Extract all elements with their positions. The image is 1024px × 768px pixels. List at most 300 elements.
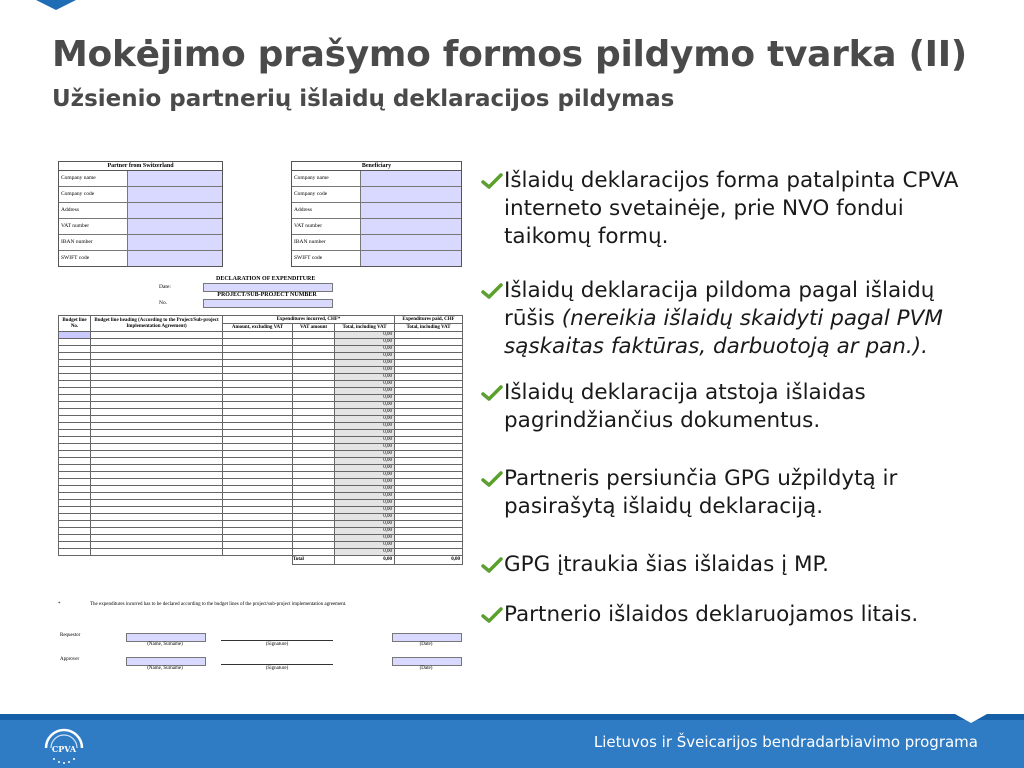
- table-cell: [91, 472, 223, 479]
- row-total-cell: 0,00: [335, 381, 395, 388]
- table-cell: [91, 346, 223, 353]
- table-cell: [293, 542, 335, 549]
- bullet-text: [504, 465, 974, 521]
- table-cell: [293, 486, 335, 493]
- table-cell: [223, 507, 293, 514]
- table-cell: [59, 542, 91, 549]
- approver-row: [58, 657, 462, 677]
- partner-box-title: Partner from Switzerland: [59, 162, 222, 171]
- bullet-item: [480, 379, 1000, 435]
- beneficiary-field-row: [292, 187, 461, 203]
- table-cell: [293, 500, 335, 507]
- table-row: [59, 507, 463, 514]
- table-cell: [395, 416, 463, 423]
- table-cell: [223, 472, 293, 479]
- row-total-cell: 0,00: [335, 549, 395, 556]
- table-cell: [59, 360, 91, 367]
- table-cell: [59, 521, 91, 528]
- table-cell: [91, 521, 223, 528]
- requestor-row: [58, 633, 462, 653]
- table-cell: [395, 409, 463, 416]
- table-cell: [223, 444, 293, 451]
- table-cell: [91, 360, 223, 367]
- declaration-form-image: [58, 161, 462, 681]
- table-row: [59, 465, 463, 472]
- table-row: [59, 388, 463, 395]
- beneficiary-field-input: [361, 235, 461, 250]
- table-cell: [293, 514, 335, 521]
- table-cell: [223, 549, 293, 556]
- table-cell: [223, 451, 293, 458]
- table-cell: [91, 409, 223, 416]
- table-cell: [59, 493, 91, 500]
- partner-field-label: IBAN number: [59, 235, 128, 250]
- table-cell: [223, 332, 293, 339]
- partner-field-label: VAT number: [59, 219, 128, 234]
- partner-field-input: [128, 251, 222, 266]
- table-cell: [91, 451, 223, 458]
- checkmark-icon: [480, 173, 504, 189]
- table-cell: [223, 493, 293, 500]
- row-total-cell: 0,00: [335, 332, 395, 339]
- table-row: [59, 437, 463, 444]
- table-cell: [395, 437, 463, 444]
- table-row: [59, 493, 463, 500]
- beneficiary-fields: [292, 171, 461, 266]
- table-row: [59, 416, 463, 423]
- table-cell: [293, 339, 335, 346]
- table-cell: [293, 395, 335, 402]
- table-cell: [223, 465, 293, 472]
- bullet-item: [480, 601, 1000, 629]
- bullet-text-regular: Išlaidų deklaracija atstoja išlaidas pagrindžiančius dokumentus.: [504, 380, 866, 433]
- table-cell: [293, 507, 335, 514]
- partner-field-label: Company code: [59, 187, 128, 202]
- table-cell: [223, 339, 293, 346]
- table-row: [59, 542, 463, 549]
- table-cell: [59, 416, 91, 423]
- table-row: [59, 479, 463, 486]
- table-cell: [91, 507, 223, 514]
- table-cell: [395, 332, 463, 339]
- table-row: [59, 451, 463, 458]
- table-cell: [223, 381, 293, 388]
- table-cell: [59, 374, 91, 381]
- beneficiary-field-label: Company name: [292, 171, 361, 186]
- footer-notch: [955, 714, 987, 723]
- table-row: [59, 486, 463, 493]
- approver-date-field: [392, 657, 462, 666]
- table-cell: [223, 458, 293, 465]
- row-total-cell: 0,00: [335, 521, 395, 528]
- table-cell: [293, 493, 335, 500]
- expenditure-rows: [59, 332, 463, 556]
- row-total-cell: 0,00: [335, 423, 395, 430]
- bullet-text-regular: Išlaidų deklaracija pildoma pagal išlaidų rūšis: [504, 278, 935, 331]
- col-total-paid: Total, including VAT: [395, 324, 463, 332]
- table-cell: [395, 360, 463, 367]
- table-row: [59, 381, 463, 388]
- footnote-text: The expenditures incurred has to be declared according to the budget lines of the project/sub-project implementation agreement.: [90, 602, 347, 607]
- table-cell: [395, 388, 463, 395]
- table-cell: [223, 430, 293, 437]
- row-total-cell: 0,00: [335, 367, 395, 374]
- table-row: [59, 458, 463, 465]
- table-cell: [293, 451, 335, 458]
- approver-date-caption: (Date): [419, 666, 433, 671]
- table-cell: [59, 423, 91, 430]
- table-row: [59, 472, 463, 479]
- table-cell: [293, 374, 335, 381]
- table-cell: [91, 388, 223, 395]
- table-row: [59, 332, 463, 339]
- approver-signature-line: [221, 664, 333, 665]
- requestor-name-field: [126, 633, 206, 642]
- table-cell: [91, 486, 223, 493]
- table-cell: [59, 451, 91, 458]
- beneficiary-field-row: [292, 235, 461, 251]
- table-row: [59, 521, 463, 528]
- table-row: [59, 535, 463, 542]
- col-heading: Budget line heading (According to the Project/Sub-project Implementation Agreement): [91, 316, 223, 332]
- beneficiary-field-input: [361, 171, 461, 186]
- partner-field-input: [128, 235, 222, 250]
- row-total-cell: 0,00: [335, 374, 395, 381]
- row-total-cell: 0,00: [335, 437, 395, 444]
- bullet-item: [480, 277, 1000, 361]
- table-cell: [395, 486, 463, 493]
- table-cell: [59, 535, 91, 542]
- total-paid-value: 0,00: [395, 556, 463, 565]
- partner-field-row: [59, 251, 222, 266]
- row-total-cell: 0,00: [335, 402, 395, 409]
- col-total: Total, including VAT: [335, 324, 395, 332]
- table-cell: [59, 507, 91, 514]
- requestor-name-caption: (Name, Surname): [147, 642, 183, 647]
- beneficiary-field-input: [361, 219, 461, 234]
- table-cell: [293, 332, 335, 339]
- beneficiary-field-input: [361, 203, 461, 218]
- table-cell: [293, 423, 335, 430]
- table-cell: [395, 507, 463, 514]
- top-tab-marker: [36, 0, 76, 10]
- table-cell: [59, 500, 91, 507]
- row-total-cell: 0,00: [335, 472, 395, 479]
- bullet-text-regular: Partnerio išlaidos deklaruojamos litais.: [504, 602, 919, 627]
- table-cell: [59, 353, 91, 360]
- table-cell: [395, 479, 463, 486]
- table-cell: [395, 528, 463, 535]
- table-cell: [59, 409, 91, 416]
- table-cell: [293, 465, 335, 472]
- table-cell: [293, 472, 335, 479]
- row-total-cell: 0,00: [335, 339, 395, 346]
- col-expenditures-paid: Expenditures paid, CHF: [395, 316, 463, 324]
- table-row: [59, 339, 463, 346]
- table-cell: [91, 353, 223, 360]
- table-cell: [293, 521, 335, 528]
- row-total-cell: 0,00: [335, 479, 395, 486]
- date-field: [203, 283, 333, 292]
- table-cell: [293, 346, 335, 353]
- table-cell: [59, 332, 91, 339]
- table-cell: [59, 444, 91, 451]
- col-amount: Amount, excluding VAT: [223, 324, 293, 332]
- row-total-cell: 0,00: [335, 395, 395, 402]
- row-total-cell: 0,00: [335, 465, 395, 472]
- table-cell: [91, 465, 223, 472]
- table-cell: [395, 339, 463, 346]
- table-cell: [395, 451, 463, 458]
- partner-field-label: SWIFT code: [59, 251, 128, 266]
- table-cell: [293, 416, 335, 423]
- table-cell: [91, 332, 223, 339]
- table-cell: [91, 458, 223, 465]
- footer-program-name: Lietuvos ir Šveicarijos bendradarbiavimo programa: [593, 733, 978, 751]
- bullet-text: [504, 551, 974, 579]
- table-row: [59, 353, 463, 360]
- project-number-label: PROJECT/SUB-PROJECT NUMBER: [217, 292, 317, 298]
- table-cell: [293, 381, 335, 388]
- table-cell: [91, 549, 223, 556]
- table-cell: [91, 528, 223, 535]
- partner-field-row: [59, 203, 222, 219]
- row-total-cell: 0,00: [335, 493, 395, 500]
- table-cell: [395, 542, 463, 549]
- table-cell: [395, 402, 463, 409]
- table-cell: [223, 521, 293, 528]
- table-cell: [91, 367, 223, 374]
- table-cell: [395, 514, 463, 521]
- row-total-cell: 0,00: [335, 430, 395, 437]
- table-cell: [293, 353, 335, 360]
- partner-field-input: [128, 203, 222, 218]
- beneficiary-box: [291, 161, 462, 267]
- table-row: [59, 444, 463, 451]
- table-cell: [91, 430, 223, 437]
- footer-band: [0, 714, 1024, 720]
- table-cell: [395, 346, 463, 353]
- slide-subtitle: Užsienio partnerių išlaidų deklaracijos pildymas: [52, 86, 675, 112]
- requestor-date-field: [392, 633, 462, 642]
- table-cell: [395, 521, 463, 528]
- table-row: [59, 514, 463, 521]
- table-cell: [223, 542, 293, 549]
- checkmark-icon: [480, 557, 504, 573]
- table-row: [59, 402, 463, 409]
- table-cell: [223, 402, 293, 409]
- table-row: [59, 423, 463, 430]
- table-cell: [293, 528, 335, 535]
- table-row: [59, 528, 463, 535]
- table-cell: [59, 388, 91, 395]
- table-cell: [91, 402, 223, 409]
- bullet-list: [480, 167, 1000, 629]
- requestor-signature-line: [221, 640, 333, 641]
- table-cell: [91, 381, 223, 388]
- table-cell: [395, 353, 463, 360]
- table-cell: [293, 409, 335, 416]
- table-cell: [59, 528, 91, 535]
- requestor-signature-caption: (Signature): [265, 642, 289, 647]
- declaration-title: DECLARATION OF EXPENDITURE: [216, 276, 316, 282]
- table-row: [59, 395, 463, 402]
- table-cell: [91, 514, 223, 521]
- bullet-text: [504, 277, 974, 361]
- table-cell: [59, 395, 91, 402]
- beneficiary-field-row: [292, 171, 461, 187]
- beneficiary-field-label: SWIFT code: [292, 251, 361, 266]
- table-row: [59, 430, 463, 437]
- table-cell: [91, 395, 223, 402]
- bullet-text-italic: (nereikia išlaidų skaidyti pagal PVM sąskaitas faktūras, darbuotoją ar pan.).: [504, 306, 943, 359]
- checkmark-icon: [480, 283, 504, 299]
- table-cell: [59, 367, 91, 374]
- cpva-logo-icon: [42, 728, 86, 766]
- partner-field-label: Company name: [59, 171, 128, 186]
- partner-field-row: [59, 187, 222, 203]
- table-cell: [395, 395, 463, 402]
- beneficiary-field-row: [292, 219, 461, 235]
- table-cell: [293, 549, 335, 556]
- table-cell: [293, 479, 335, 486]
- beneficiary-field-input: [361, 251, 461, 266]
- beneficiary-field-row: [292, 203, 461, 219]
- table-cell: [293, 444, 335, 451]
- table-cell: [59, 472, 91, 479]
- table-cell: [91, 423, 223, 430]
- table-cell: [59, 479, 91, 486]
- row-total-cell: 0,00: [335, 514, 395, 521]
- table-cell: [293, 360, 335, 367]
- table-cell: [395, 367, 463, 374]
- table-cell: [91, 479, 223, 486]
- table-cell: [223, 423, 293, 430]
- table-cell: [223, 388, 293, 395]
- table-cell: [223, 346, 293, 353]
- bullet-text-regular: Partneris persiunčia GPG užpildytą ir pasirašytą išlaidų deklaraciją.: [504, 466, 898, 519]
- beneficiary-field-label: Address: [292, 203, 361, 218]
- table-cell: [223, 479, 293, 486]
- row-total-cell: 0,00: [335, 458, 395, 465]
- requestor-label: Requestor: [60, 633, 81, 638]
- col-expenditures-incurred: Expenditures incurred, CHF*: [223, 316, 395, 324]
- beneficiary-field-label: VAT number: [292, 219, 361, 234]
- table-cell: [293, 535, 335, 542]
- table-cell: [395, 381, 463, 388]
- approver-label: Approver: [60, 657, 80, 662]
- table-cell: [223, 500, 293, 507]
- row-total-cell: 0,00: [335, 416, 395, 423]
- date-label: Date:: [159, 284, 171, 290]
- table-cell: [395, 374, 463, 381]
- requestor-date-caption: (Date): [419, 642, 433, 647]
- partner-field-row: [59, 219, 222, 235]
- table-cell: [293, 388, 335, 395]
- row-total-cell: 0,00: [335, 486, 395, 493]
- table-cell: [91, 437, 223, 444]
- bullet-item: [480, 551, 1000, 579]
- table-cell: [293, 367, 335, 374]
- checkmark-icon: [480, 471, 504, 487]
- table-cell: [293, 437, 335, 444]
- total-value: 0,00: [335, 556, 395, 565]
- row-total-cell: 0,00: [335, 444, 395, 451]
- no-field: [203, 299, 333, 308]
- table-cell: [59, 381, 91, 388]
- table-cell: [223, 360, 293, 367]
- table-cell: [223, 409, 293, 416]
- bullet-item: [480, 465, 1000, 521]
- row-total-cell: 0,00: [335, 507, 395, 514]
- table-cell: [91, 416, 223, 423]
- table-cell: [395, 549, 463, 556]
- checkmark-icon: [480, 385, 504, 401]
- partner-field-input: [128, 187, 222, 202]
- bullet-text-regular: Išlaidų deklaracijos forma patalpinta CPVA interneto svetainėje, prie NVO fondui taikomų formų.: [504, 168, 959, 249]
- approver-signature-caption: (Signature): [265, 666, 289, 671]
- row-total-cell: 0,00: [335, 346, 395, 353]
- row-total-cell: 0,00: [335, 360, 395, 367]
- table-cell: [293, 458, 335, 465]
- approver-name-caption: (Name, Surname): [147, 666, 183, 671]
- beneficiary-field-label: IBAN number: [292, 235, 361, 250]
- table-cell: [59, 486, 91, 493]
- table-cell: [223, 416, 293, 423]
- beneficiary-box-title: Beneficiary: [292, 162, 461, 171]
- approver-name-field: [126, 657, 206, 666]
- table-row: [59, 549, 463, 556]
- partner-field-row: [59, 235, 222, 251]
- row-total-cell: 0,00: [335, 542, 395, 549]
- table-cell: [395, 423, 463, 430]
- table-cell: [395, 430, 463, 437]
- table-cell: [59, 346, 91, 353]
- table-cell: [59, 402, 91, 409]
- table-cell: [59, 514, 91, 521]
- bullet-text-regular: GPG įtraukia šias išlaidas į MP.: [504, 552, 829, 577]
- table-cell: [395, 465, 463, 472]
- table-cell: [91, 535, 223, 542]
- footnote: [58, 602, 346, 607]
- table-cell: [293, 402, 335, 409]
- partner-field-input: [128, 219, 222, 234]
- total-label: Total: [293, 556, 335, 565]
- table-cell: [395, 493, 463, 500]
- table-cell: [395, 472, 463, 479]
- table-row: [59, 367, 463, 374]
- table-cell: [59, 458, 91, 465]
- table-cell: [395, 500, 463, 507]
- bullet-text: [504, 167, 974, 251]
- table-cell: [59, 339, 91, 346]
- partner-box: [58, 161, 223, 267]
- table-cell: [223, 437, 293, 444]
- table-cell: [223, 395, 293, 402]
- col-budget-line: Budget line No.: [59, 316, 91, 332]
- slide-title: Mokėjimo prašymo formos pildymo tvarka (II): [52, 34, 967, 75]
- table-cell: [223, 514, 293, 521]
- expenditure-table: [58, 315, 463, 565]
- bullet-item: [480, 167, 1000, 251]
- table-cell: [91, 542, 223, 549]
- row-total-cell: 0,00: [335, 528, 395, 535]
- table-cell: [91, 374, 223, 381]
- table-cell: [59, 430, 91, 437]
- table-cell: [395, 444, 463, 451]
- table-row: [59, 409, 463, 416]
- footer-bar: [0, 714, 1024, 768]
